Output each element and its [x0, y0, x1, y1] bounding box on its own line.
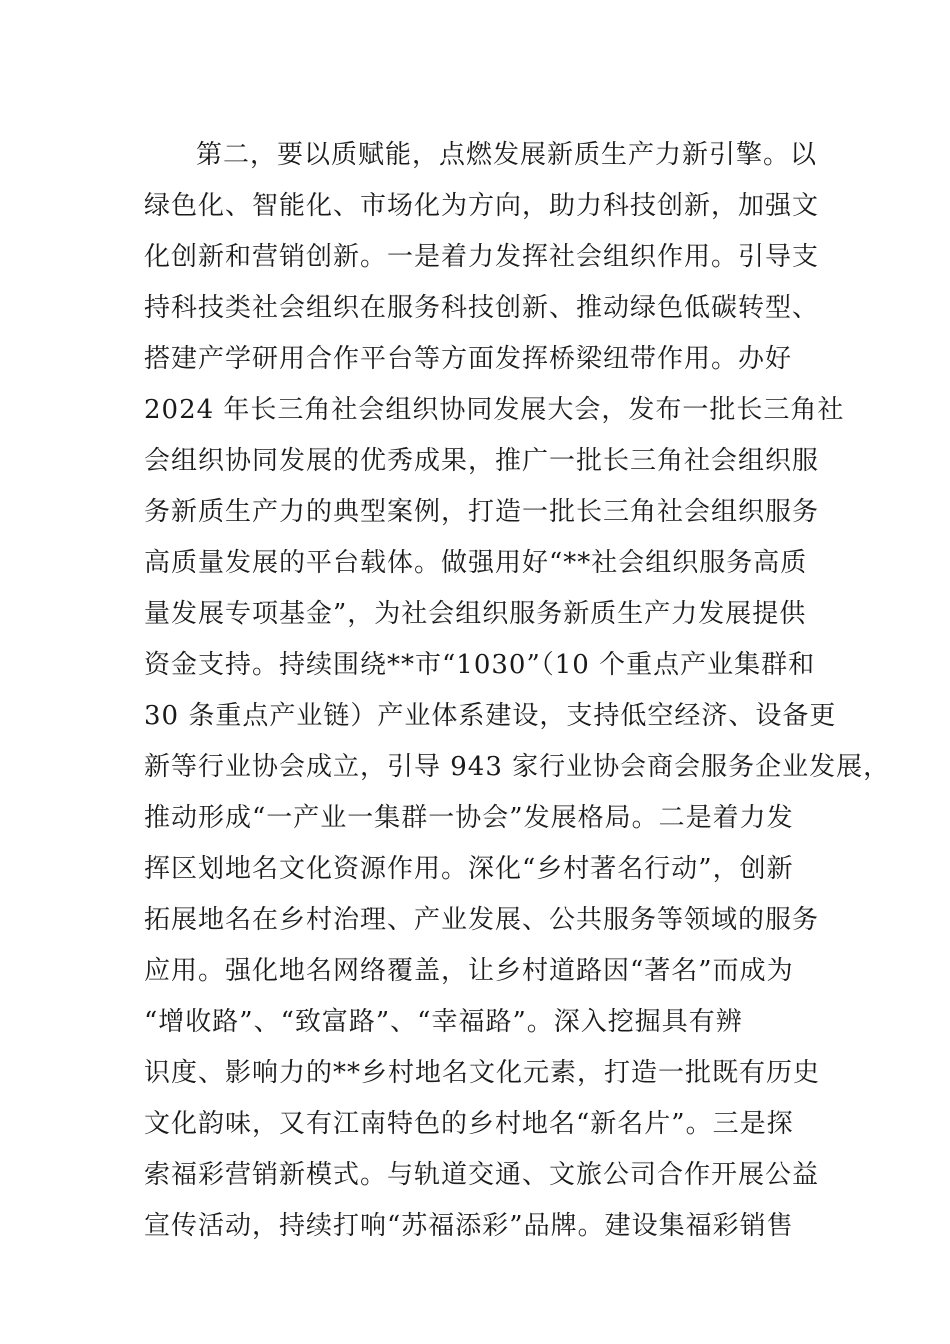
text-line: 资金支持。持续围绕**市“1030”（10 个重点产业集群和: [144, 650, 816, 680]
text-line: 识度、影响力的**乡村地名文化元素，打造一批既有历史: [144, 1058, 821, 1088]
text-line: 挥区划地名文化资源作用。深化“乡村著名行动”，创新: [144, 854, 794, 884]
text-line: 索福彩营销新模式。与轨道交通、文旅公司合作开展公益: [144, 1160, 820, 1190]
text-line: 化创新和营销创新。一是着力发挥社会组织作用。引导支: [144, 242, 820, 272]
text-line: 新等行业协会成立，引导 943 家行业协会商会服务企业发展，: [144, 752, 891, 782]
text-line: 会组织协同发展的优秀成果，推广一批长三角社会组织服: [144, 446, 820, 476]
text-line: 2024 年长三角社会组织协同发展大会，发布一批长三角社: [144, 395, 845, 425]
text-line: 搭建产学研用合作平台等方面发挥桥梁纽带作用。办好: [144, 344, 793, 374]
text-line: 绿色化、智能化、市场化为方向，助力科技创新，加强文: [144, 191, 820, 221]
text-line: 宣传活动，持续打响“苏福添彩”品牌。建设集福彩销售: [144, 1211, 794, 1241]
text-line: 文化韵味，又有江南特色的乡村地名“新名片”。三是探: [144, 1109, 794, 1139]
body-paragraph: [144, 130, 891, 1252]
text-line: 拓展地名在乡村治理、产业发展、公共服务等领域的服务: [144, 905, 820, 935]
text-line: 推动形成“一产业一集群一协会”发展格局。二是着力发: [144, 803, 794, 833]
text-line: 第二，要以质赋能，点燃发展新质生产力新引擎。以: [196, 140, 818, 170]
text-line: 持科技类社会组织在服务科技创新、推动绿色低碳转型、: [144, 293, 820, 323]
text-line: 量发展专项基金”，为社会组织服务新质生产力发展提供: [144, 599, 807, 629]
text-line: 30 条重点产业链）产业体系建设，支持低空经济、设备更: [144, 701, 837, 731]
text-line: 应用。强化地名网络覆盖，让乡村道路因“著名”而成为: [144, 956, 794, 986]
text-line: 务新质生产力的典型案例，打造一批长三角社会组织服务: [144, 497, 820, 527]
text-line: 高质量发展的平台载体。做强用好“**社会组织服务高质: [144, 548, 808, 578]
text-line: “增收路”、“致富路”、“幸福路”。深入挖掘具有辨: [144, 1007, 743, 1037]
